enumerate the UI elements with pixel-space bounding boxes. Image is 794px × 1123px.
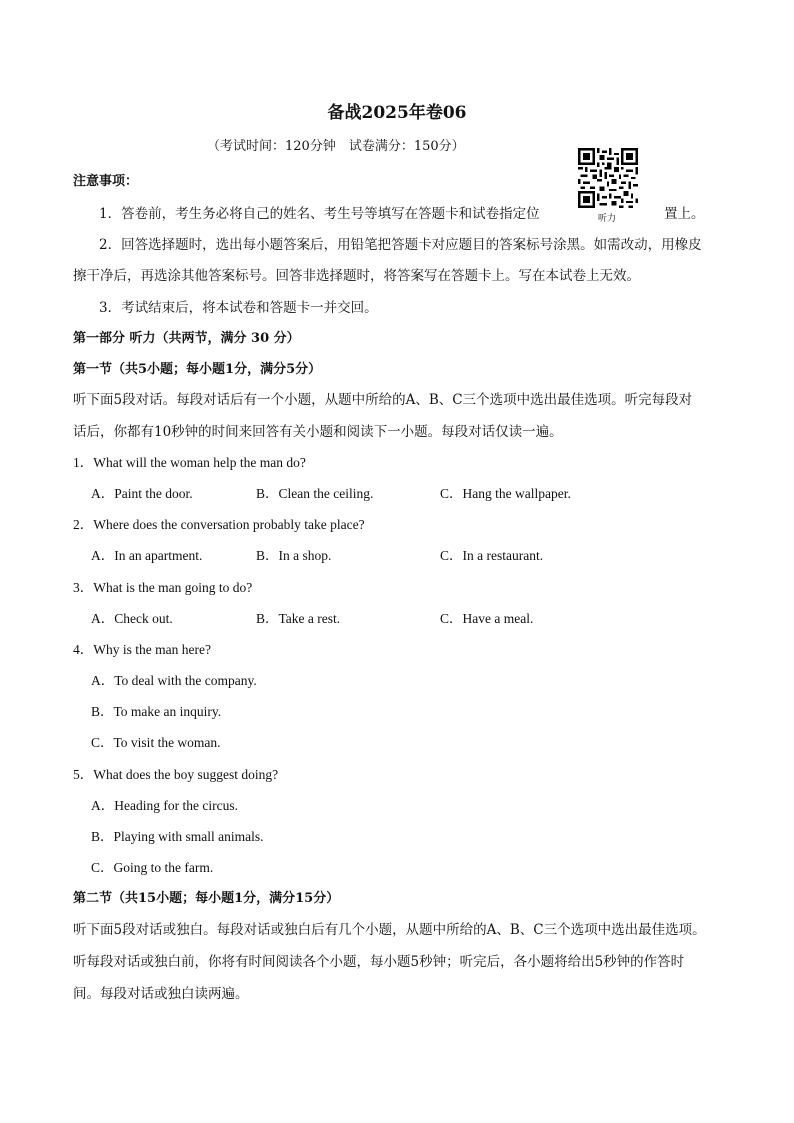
q1-option-c: C．Hang the wallpaper. xyxy=(440,486,571,501)
qr-code-icon[interactable] xyxy=(578,148,638,208)
q4-option-a: A．To deal with the company. xyxy=(91,673,257,688)
q2-option-a: A．In an apartment. xyxy=(91,548,203,563)
notice-item-1-end: 置上。 xyxy=(664,206,705,222)
q2-option-b: B．In a shop. xyxy=(256,548,332,563)
q1-option-a: A．Paint the door. xyxy=(91,486,193,501)
q4-option-c: C．To visit the woman. xyxy=(91,735,221,750)
exam-info: （考试时间：120分钟 试卷满分：150分） xyxy=(207,139,465,154)
q5-option-c: C．Going to the farm. xyxy=(91,860,214,875)
section2-heading: 第二节（共15小题；每小题1分，满分15分） xyxy=(73,891,340,906)
notice-item-2: 2．回答选择题时，选出每小题答案后，用铅笔把答题卡对应题目的答案标号涂黑。如需改动，用橡皮 xyxy=(99,237,702,253)
question-5: 5．What does the boy suggest doing? xyxy=(73,767,279,782)
question-2: 2．Where does the conversation probably take place? xyxy=(73,517,365,532)
q3-option-a: A．Check out. xyxy=(91,611,173,626)
section2-intro: 听下面5段对话或独白。每段对话或独白后有几个小题，从题中所给的A、B、C三个选项中选出最佳选项。 xyxy=(73,922,706,938)
notice-item-1: 1．答卷前，考生务必将自己的姓名、考生号等填写在答题卡和试卷指定位 xyxy=(99,206,540,222)
q2-option-c: C．In a restaurant. xyxy=(440,548,544,563)
qr-label: 听力 xyxy=(598,214,617,224)
section1-intro-cont: 话后，你都有10秒钟的时间来回答有关小题和阅读下一小题。每段对话仅读一遍。 xyxy=(73,424,563,440)
part1-heading: 第一部分 听力（共两节，满分 30 分） xyxy=(73,331,300,346)
question-4: 4．Why is the man here? xyxy=(73,642,211,657)
q3-option-b: B．Take a rest. xyxy=(256,611,341,626)
notice-item-3: 3．考试结束后，将本试卷和答题卡一并交回。 xyxy=(99,300,378,316)
section1-heading: 第一节（共5小题；每小题1分，满分5分） xyxy=(73,362,322,377)
q4-option-b: B．To make an inquiry. xyxy=(91,704,222,719)
section1-intro: 听下面5段对话。每段对话后有一个小题，从题中所给的A、B、C三个选项中选出最佳选项。听完每段对 xyxy=(73,392,693,408)
section2-intro-end: 间。每段对话或独白读两遍。 xyxy=(73,986,249,1002)
q5-option-b: B．Playing with small animals. xyxy=(91,829,264,844)
q5-option-a: A．Heading for the circus. xyxy=(91,798,238,813)
notice-item-2-cont: 擦干净后，再选涂其他答案标号。回答非选择题时，将答案写在答题卡上。写在本试卷上无效。 xyxy=(73,268,640,284)
q1-option-b: B．Clean the ceiling. xyxy=(256,486,374,501)
question-1: 1．What will the woman help the man do? xyxy=(73,455,306,470)
question-3: 3．What is the man going to do? xyxy=(73,580,253,595)
section2-intro-cont: 听每段对话或独白前，你将有时间阅读各个小题，每小题5秒钟；听完后，各小题将给出5秒钟的作答时 xyxy=(73,954,685,970)
q3-option-c: C．Have a meal. xyxy=(440,611,534,626)
page-title: 备战2025年卷06 xyxy=(327,103,467,123)
notice-heading: 注意事项： xyxy=(73,174,139,189)
